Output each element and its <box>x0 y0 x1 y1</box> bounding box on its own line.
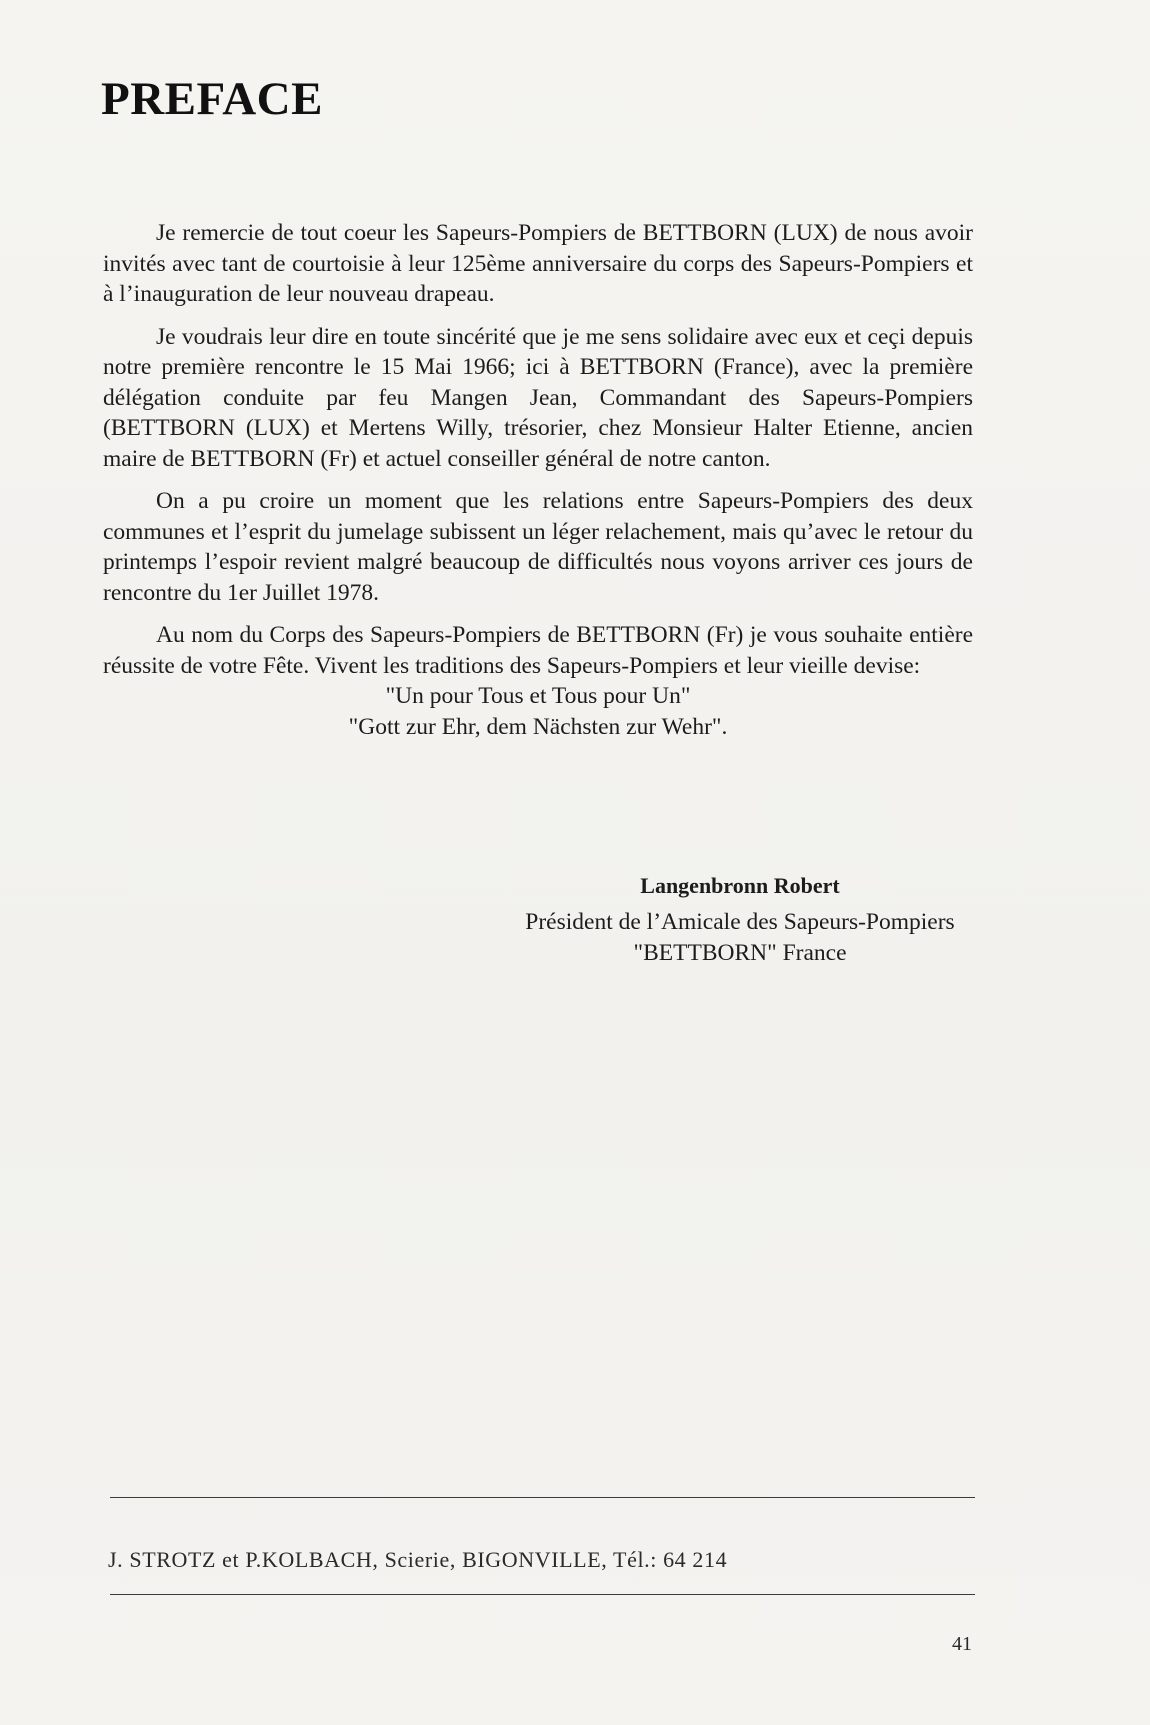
signature-block <box>440 870 1040 969</box>
paragraph-4: Au nom du Corps des Sapeurs-Pompiers de BETTBORN (Fr) je vous souhaite entière réussite de votre Fête. Vivent les traditions des Sapeurs-Pompiers et leur vieille devise: <box>103 622 973 679</box>
motto-line-1: "Un pour Tous et Tous pour Un" <box>385 683 691 709</box>
paragraph-1: Je remercie de tout coeur les Sapeurs-Pompiers de BETTBORN (LUX) de nous avoir invités avec tant de courtoisie à leur 125ème anniversaire du corps des Sapeurs-Pompiers et à l’inauguration de leur nouveau drapeau. <box>103 220 973 307</box>
motto-line-2: "Gott zur Ehr, dem Nächsten zur Wehr". <box>348 713 728 740</box>
paragraph-3: On a pu croire un moment que les relations entre Sapeurs-Pompiers des deux communes et l’esprit du jumelage subissent un léger relachement, mais qu’avec le retour du printemps l’espoir revient malgré beaucoup de difficultés nous voyons arriver ces jours de rencontre du 1er Juillet 1978. <box>103 488 973 606</box>
signature-name: Langenbronn Robert <box>640 873 840 898</box>
footer-rule-top <box>110 1497 975 1498</box>
page-title: PREFACE <box>101 73 323 125</box>
preface-body <box>103 218 973 742</box>
paragraph-2: Je voudrais leur dire en toute sincérité que je me sens solidaire avec eux et ceçi depuis notre première rencontre le 15 Mai 1966; ici à BETTBORN (France), avec la première délégation conduite par feu Mangen Jean, Commandant des Sapeurs-Pompiers (BETTBORN (LUX) et Mertens Willy, trésorier, chez Monsieur Halter Etienne, ancien maire de BETTBORN (Fr) et actuel conseiller général de notre canton. <box>103 323 973 472</box>
footer-advert: J. STROTZ et P.KOLBACH, Scierie, BIGONVILLE, Tél.: 64 214 <box>108 1547 728 1572</box>
signature-role-line-2: "BETTBORN" France <box>633 940 847 966</box>
page-number: 41 <box>952 1633 972 1655</box>
footer-rule-bottom <box>110 1594 975 1595</box>
signature-role-line-1: Président de l’Amicale des Sapeurs-Pompiers <box>525 909 955 935</box>
motto-block <box>103 681 973 742</box>
